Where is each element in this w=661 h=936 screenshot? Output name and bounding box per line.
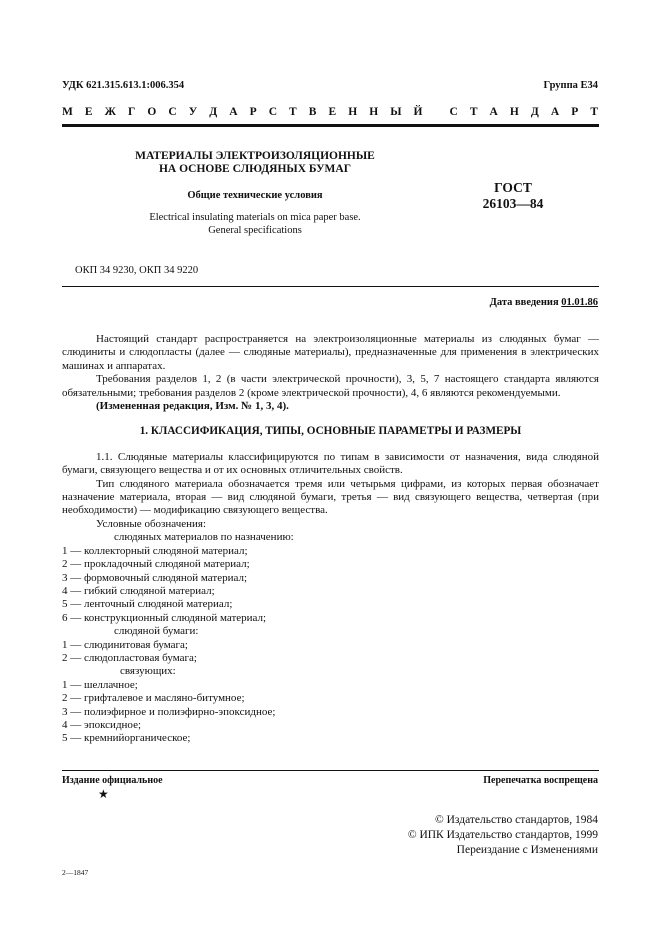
middle-rule bbox=[62, 286, 599, 287]
list-item: 4 — эпоксидное; bbox=[62, 718, 142, 731]
banner-letter: Т bbox=[590, 106, 598, 118]
banner-spacer bbox=[435, 106, 438, 118]
banner-letter: С bbox=[449, 106, 458, 118]
english-title-line-2: General specifications bbox=[208, 225, 302, 236]
udk-code: УДК 621.315.613.1:006.354 bbox=[62, 80, 185, 91]
section-1-heading: 1. КЛАССИФИКАЦИЯ, ТИПЫ, ОСНОВНЫЕ ПАРАМЕТРЫ И РАЗМЕРЫ bbox=[139, 425, 522, 438]
intro-paragraph-1: Настоящий стандарт распространяется на электроизоляционные материалы из слюдяных бумаг — слюдиниты и слюдопласты (далее — слюдяные материалы), предназначенные для применения в электрических машинах и аппаратах. bbox=[62, 333, 599, 372]
list-item: 3 — формовочный слюдяной материал; bbox=[62, 571, 247, 584]
banner-letter: А bbox=[550, 106, 560, 118]
banner-letter: Т bbox=[469, 106, 478, 118]
section-1-paragraph-2: Тип слюдяного материала обозначается тремя или четырьмя цифрами, из которых первая обозначает назначение материала, вторая — вид слюдяной бумаги, третья — вид связующего вещества, четвертая (при необходимости) — модификацию связующего вещества. bbox=[62, 477, 599, 517]
english-title bbox=[100, 211, 410, 237]
copyright-line-2: © ИПК Издательство стандартов, 1999 bbox=[407, 829, 598, 841]
list-item: 6 — конструкционный слюдяной материал; bbox=[62, 611, 267, 624]
list-item: 2 — прокладочный слюдяной материал; bbox=[62, 558, 250, 571]
list-item: 5 — кремнийорганическое; bbox=[62, 732, 191, 745]
english-title-line-1: Electrical insulating materials on mica paper base. bbox=[149, 212, 361, 223]
date-value: 01.01.86 bbox=[561, 297, 598, 308]
bottom-rule bbox=[62, 770, 599, 771]
banner-letter: М bbox=[62, 106, 73, 118]
banner-letter: Р bbox=[249, 106, 257, 118]
section-1-paragraph-1: 1.1. Слюдяные материалы классифицируются по типам в зависимости от назначения, вида слюдяной бумаги, связующего вещества и от их основных отличительных свойств. bbox=[62, 450, 599, 477]
banner-letter: А bbox=[229, 106, 238, 118]
banner-letter: Д bbox=[530, 106, 539, 118]
paper-heading: слюдяной бумаги: bbox=[114, 625, 199, 638]
title-line-2: НА ОСНОВЕ СЛЮДЯНЫХ БУМАГ bbox=[158, 163, 352, 175]
title-line-1: МАТЕРИАЛЫ ЭЛЕКТРОИЗОЛЯЦИОННЫЕ bbox=[135, 150, 375, 162]
list-item: 2 — слюдопластовая бумага; bbox=[62, 651, 197, 664]
date-label: Дата введения bbox=[489, 297, 559, 308]
subtitle: Общие технические условия bbox=[187, 190, 323, 201]
list-item: 1 — коллекторный слюдяной материал; bbox=[62, 544, 248, 557]
banner-letter: Ы bbox=[390, 106, 402, 118]
document-body bbox=[62, 333, 599, 746]
copyright-line-1: © Издательство стандартов, 1984 bbox=[434, 814, 598, 826]
banner-letter: Г bbox=[128, 106, 136, 118]
banner-letter: Н bbox=[369, 106, 379, 118]
copyright-block bbox=[408, 813, 598, 858]
banner-letter: В bbox=[308, 106, 317, 118]
interstate-standard-banner bbox=[62, 106, 598, 118]
group-code: Группа Е34 bbox=[543, 80, 598, 91]
gost-designation bbox=[468, 180, 558, 212]
star-icon: ★ bbox=[98, 787, 109, 801]
reissue-note: Переиздание с Изменениями bbox=[456, 844, 598, 856]
banner-letter: Т bbox=[289, 106, 297, 118]
purpose-heading: слюдяных материалов по назначению: bbox=[114, 531, 294, 544]
conventions-label: Условные обозначения: bbox=[96, 517, 207, 530]
intro-paragraph-2: Требования разделов 1, 2 (в части электрической прочности), 3, 5, 7 настоящего стандарта являются обязательными; требования разделов 2 (кроме электрической прочности), 4, 6 являются рекомендуемыми. bbox=[62, 373, 599, 399]
banner-letter: Д bbox=[209, 106, 218, 118]
list-item: 3 — полиэфирное и полиэфирно-эпоксидное; bbox=[62, 705, 276, 718]
banner-letter: Е bbox=[84, 106, 93, 118]
banner-letter: Н bbox=[348, 106, 358, 118]
banner-letter: С bbox=[268, 106, 277, 118]
introduction-date bbox=[490, 297, 598, 308]
banner-letter: Е bbox=[328, 106, 337, 118]
banner-letter: Ж bbox=[104, 106, 116, 118]
amendment-note: (Измененная редакция, Изм. № 1, 3, 4). bbox=[96, 400, 289, 413]
list-item: 1 — шеллачное; bbox=[62, 678, 138, 691]
list-item: 1 — слюдинитовая бумага; bbox=[62, 638, 188, 651]
gost-number: 26103—84 bbox=[482, 196, 544, 211]
banner-letter: У bbox=[188, 106, 198, 118]
gost-label: ГОСТ bbox=[494, 180, 532, 195]
title-block bbox=[100, 150, 410, 237]
reprint-prohibited-label: Перепечатка воспрещена bbox=[483, 775, 598, 786]
list-item: 5 — ленточный слюдяной материал; bbox=[62, 598, 233, 611]
banner-letter: Р bbox=[571, 106, 579, 118]
banner-letter: Н bbox=[509, 106, 519, 118]
list-item: 2 — грифталевое и масляно-битумное; bbox=[62, 692, 245, 705]
banner-letter: С bbox=[168, 106, 177, 118]
banner-letter: О bbox=[147, 106, 157, 118]
list-item: 4 — гибкий слюдяной материал; bbox=[62, 584, 215, 597]
page-code: 2—1847 bbox=[62, 868, 89, 877]
banner-letter: Й bbox=[413, 106, 423, 118]
banner-letter: А bbox=[489, 106, 498, 118]
top-rule bbox=[62, 124, 599, 127]
okp-codes: ОКП 34 9230, ОКП 34 9220 bbox=[75, 265, 199, 276]
binder-heading: связующих: bbox=[120, 665, 176, 678]
official-edition-label: Издание официальное bbox=[62, 775, 163, 786]
